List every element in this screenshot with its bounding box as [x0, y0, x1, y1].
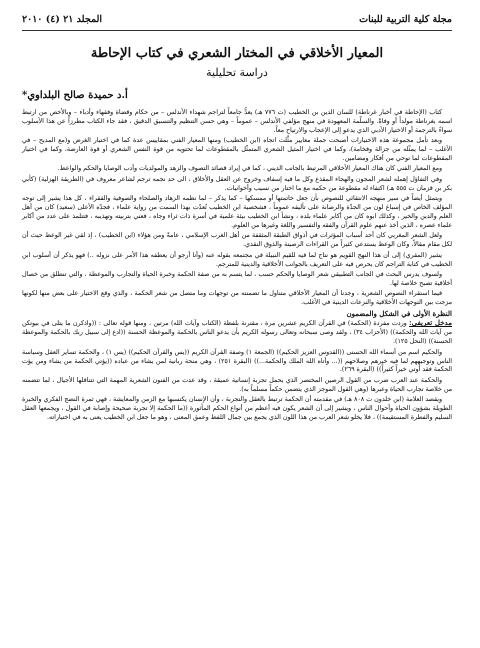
article-title: المعيار الأخلاقي في المختار الشعري في كتاب الإحاطة: [90, 46, 384, 61]
paragraph: وبعد تأمل مجموعة هذه الاختيارات أصبحت جملة معايير مثَّلت اتجاه (ابن الخطيب) ومنها المعيار الفني بمقاييس عدة كما في اختيار الغرض و(مع المديح – في الأغلب – لما يمثّله من جزالة وفخامة)، وكما في اختيار المثيل الشعري المتمثّل بالمقطوعات لما تحتويه من قوة النفس الشعري أو قوة العارضة، وكما في اختيار المقطوعات لما توحي من أفكار ومضامين.: [22, 137, 452, 163]
paragraph: ويتمثل أيضاً في سير منهجه الانتقائي للنصوص بأن جعل خاتمتها أو ممسكها – كما يذكر – لما نظمه الزهاد والصلحاء والصوفية والفقراء ، كل هذا يشير إلى توجه المؤلف الخاص في إسباغ لون من الجدّة والرصانة على تأليفه عموماً ، فشخصية ابن الخطيب تُعدّت بهذا السمت من رواية علماء ، فجدّه الأعلى (سعيد) كان من أهل العلم والدين والخير ، وكذلك ابوه كان من أكابر علماء بلده ، ونشأ ابن الخطيب بيئة علمية في أسرة ذات ثراء وجاه ، فعني بتربيته وتهذيبه ، فتتلمذ على عدد من أكابر علماء عصره ، الذين أخذ عنهم علوم القرآن والفقه والتفسير واللغة وغيرها من العلوم.: [22, 195, 452, 229]
article-subtitle: دراسة تحليلية: [206, 66, 268, 79]
paragraph: وفي التفاؤل إهمله لشعر المجون والهجاء المقذع وكل ما فيه إسفاف وخروج عن العقل والأخلاق ، الى حد نجمه ترجم لشاعر معروف في (الطريقة الهزلية) (كأبي بكر بن قزمان ت ٥٥٥ هـ) اكتفاء له مقطوعة من حكمه مع ما اختار من نسيب وأخوانيات.: [22, 175, 452, 192]
paragraph: يشير (المقري) إلى أن هذا النهج القويم هو نتاج لما فيه للقيم النبيلة في مجتمعه بقوله عنه (وأنا أرجو أن يعطفه هذا الأمر على نزوله ..) فهو يذكر أن أسلوب ابن الخطيب في كتابة التراجم كان يحرص فيه على التعريف بالجوانب الأخلاقية والدينية للمترجم.: [22, 251, 452, 268]
paragraph: كتاب (الإحاطة في أخبار غرناطة) للسان الدين بن الخطيب (ت ٧٧٦ هـ) يعدُّ جامعاً لتراجم شهداء الأندلس – من حكام وقضاة وفقهاء وأدباء – وبالأخص من ارتبط اسمه بغرناطة مولداً أو وفاةً. والسلّمة المعهودة في منهج مؤلفي الأندلس – عموماً – وهي حسن التنظيم والتنسيق الدقيق ، فقد جاء الكتاب مطرزاً عن هذا الأسلوب سواءً بالترجمة أو الاختيار الأدبي الذي يدعو إلى الإعجاب والارتياح معاً.: [22, 109, 452, 134]
article-body: [22, 109, 452, 423]
paragraph: [22, 319, 452, 347]
paragraph: والحكيم اسم من أسماء الله الحسنى ((القدوس العزيز الحكيم)) (الجمعة ١) وصفة القرآن الكريم ((يس والقرآن الحكيم)) (يس ١) ، والحكمة تساير العقل وسياسة الناس وتوجيههم لما فيه خيرهم وصلاحهم ((... وأتاه الله الملك والحكمة...)) (البقرة ٢٥١) ، وهي منحة ربانية لمن يشاء من عباده ((يؤتي الحكمة من يشاء ومن يؤت الحكمة فقد أوتي خيراً كثيراً)) (البقرة ٢٦٩).: [22, 348, 452, 374]
paragraph: والحكمة عند العرب ضرب من القول الرصين المختصر الذي يحمل تجربة إنسانية عميقة ، وقد عدت من الفنون الشعرية المهمة التي تتناقلها الأجيال ، لما تتضمنه من خلاصة تجارب الحياة وعبرها (وهي القول الموجز الذي يتضمن حكماً مسلماً به).: [22, 376, 452, 393]
paragraph: ومع المعيار الفني كان هناك المعيار الأخلاقي المرتبط بالجانب الديني ، كما في إيراد قصائد التصوف والزهد والمولديات وأدب الوصايا والحكم والواعظ.: [57, 165, 442, 173]
section-heading: النظرة الأولى في الشكل والمضمون: [346, 308, 452, 318]
page: [0, 8, 480, 648]
paragraph: ويقصد العلامة (ابن خلدون ت ٨٠٨ هـ) في مقدمته أن الحكمة ترتبط بالعقل والتجربة ، وأن الإنسان يكتسبها مع الزمن والمعايشة ، فهي ثمرة النضج الفكري والخبرة الطويلة بشؤون الحياة وأحوال الناس ، ويشير إلى أن الشعر يكون فيه أعظم من أنواع الحكم المأثورة ((ما الحكمة إلا تجربة صحيحة وإصابة في القول ، ويجمعها العقل السليم والفطرة المستقيمة)) ، فلا يخلو شعر العرب من هذا اللون الذي يجمع بين جمال اللفظ وعمق المعنى ، وهو ما جعل ابن الخطيب يعنى به في اختياراته.: [22, 396, 452, 421]
paragraph: ولعل الشعر المغربي كان أحد أسباب المؤثرات في أذواق الطبقة المثقفة من أهل الغرب الإسلامي ، عامةً ومن هؤلاء (ابن الخطيب) ، إذ لقي غير الوعظ حيث أن لكل مقام مقالاً، وكان الوعظ يستدعي كثيراً من القراءات الرصينة والذوق النقدي.: [22, 232, 452, 249]
paragraph-text: وردت مفردة (الحكمة) في القرآن الكريم عشرين مرة ، مقترنة بلفظة (الكتاب وآيات الله) مرتين ، ومنها قوله تعالى : ((واذكرن ما يتلى في بيوتكن من آيات الله والحكمة)) (الأحزاب ٣٤) ، ولقد وصى سبحانه وتعالى رسوله الكريم بأن يدعو الناس بالحكمة والموعظة الحسنة ((ادع إلى سبيل ربك بالحكمة والموعظة الحسنة)) (النحل ١٢٥).: [22, 320, 452, 346]
journal-name: مجلة كلية التربية للبنات: [359, 13, 452, 25]
subsection-heading: مدخل تعريفي:: [409, 318, 452, 328]
running-header: [22, 8, 452, 31]
article-author: أ.د حميدة صالح البلداوي*: [22, 90, 128, 101]
paragraph: فيما استقراء النصوص الشعرية ، وجدنا أن المعيار الأخلاقي متناول ما تضمنته من توجهات وما متصل من شعر الحكمة ، والذي وقع الاختيار على بعض منها لكونها مزجت بين التوجهات الأخلاقية والنزعات الدينية في الأغلب.: [22, 290, 452, 307]
volume-info: المجلد ٢١ (٤) ٢٠١٠: [22, 13, 102, 25]
paragraph: ولسوف يدرس البحث في الجانب التطبيقي شعر الوصايا والحكم حسب ، لما يتسم به من صفة الحكمة وخبرة الحياة والتجارب والموعظة ، والتي تنطلق من خصال أخلاقية تصبح خلاصة لها.: [22, 270, 452, 287]
